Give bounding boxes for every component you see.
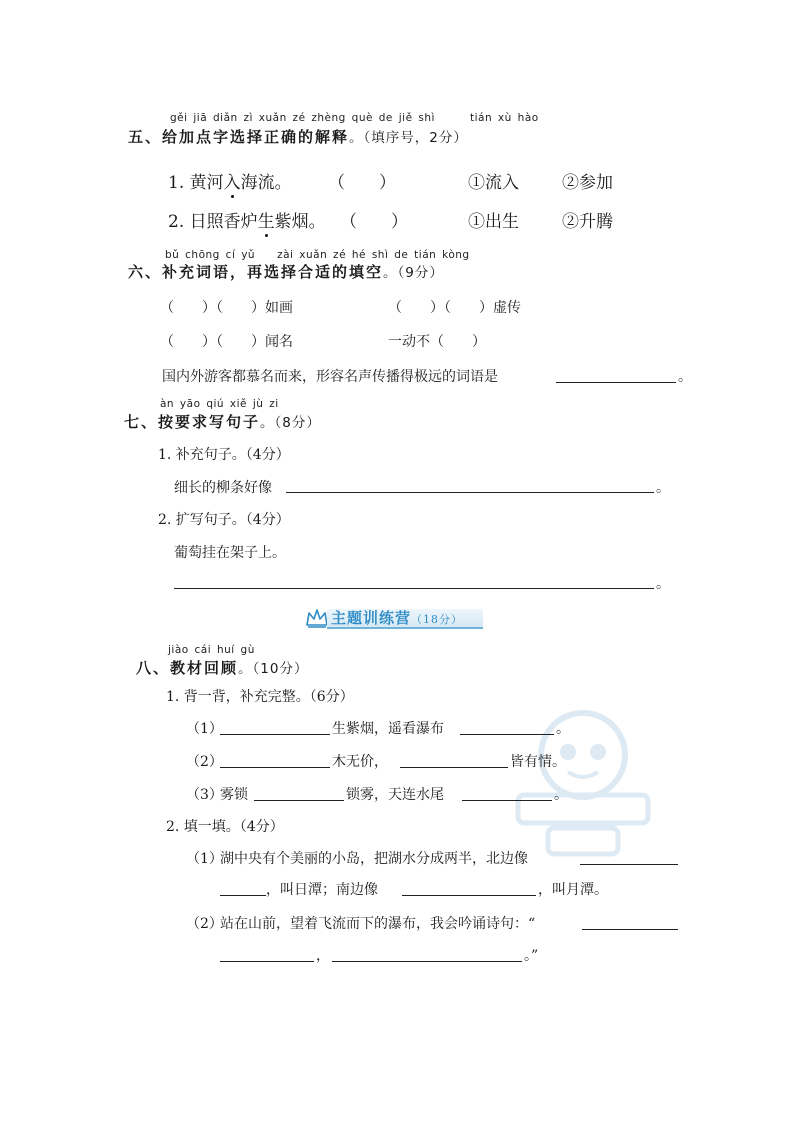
topic-banner — [303, 603, 483, 631]
fill-text: 。” — [524, 948, 539, 964]
watermark-logo-icon — [508, 700, 658, 860]
option-1: ①出生 — [468, 212, 519, 232]
banner-points: （18分） — [411, 613, 464, 626]
section-label: 八、 — [136, 659, 171, 677]
section-note: 。（9分） — [383, 265, 444, 281]
section-note: 。（填序号，2分） — [349, 130, 468, 146]
section-8-heading — [136, 657, 308, 678]
q-text: 海流。 — [240, 173, 292, 193]
idiom-blank-4[interactable]: 一动不（ ） — [388, 334, 486, 350]
period: 。 — [678, 369, 692, 385]
answer-line[interactable] — [580, 864, 678, 865]
answer-line[interactable] — [556, 382, 676, 383]
section-label: 六、 — [128, 263, 163, 281]
dotted-char: 生 — [258, 207, 275, 232]
answer-paren[interactable]: （ ） — [328, 173, 396, 193]
s5-question-2 — [168, 207, 326, 232]
s7-pinyin: àn yāo qiú xiě jù zi — [160, 398, 279, 410]
option-2: ②升腾 — [562, 212, 613, 232]
item-number: （3） — [186, 787, 223, 803]
fill-text: ，叫月潭。 — [538, 882, 608, 898]
period: 。 — [656, 576, 670, 592]
banner-title-text: 主题训练营 — [331, 609, 412, 627]
item-number: （1） — [186, 851, 223, 867]
poem-text: 锁雾，天连水尾 — [346, 787, 444, 803]
poem-text: 木无价， — [332, 754, 388, 770]
q-text: 2. 日照香炉 — [168, 212, 258, 232]
answer-line[interactable] — [220, 895, 266, 896]
fill-text: 湖中央有个美丽的小岛，把湖水分成两半，北边像 — [220, 851, 528, 867]
section-7-heading — [124, 411, 321, 432]
answer-line[interactable] — [332, 961, 522, 962]
fill-text: 站在山前，望着飞流而下的瀑布，我会吟诵诗句：“ — [220, 916, 536, 932]
fill-text: ，叫日潭；南边像 — [266, 882, 378, 898]
s8-q2: 2. 填一填。（4分） — [166, 819, 284, 835]
poem-text: 皆有情。 — [510, 754, 566, 770]
s5-pinyin-2: tián xù hào — [470, 112, 539, 124]
section-label: 七、 — [124, 413, 159, 431]
s5-question-1 — [168, 168, 292, 193]
answer-paren[interactable]: （ ） — [340, 212, 408, 232]
poem-text: 。 — [556, 721, 570, 737]
idiom-blank-1[interactable]: （ ）（ ）如画 — [160, 300, 293, 316]
s8-pinyin: jiào cái huí gù — [168, 644, 255, 656]
answer-line[interactable] — [402, 895, 536, 896]
answer-line[interactable] — [220, 734, 330, 735]
s7-q2-text: 葡萄挂在架子上。 — [174, 545, 286, 561]
poem-text: 生紫烟，遥看瀑布 — [332, 721, 444, 737]
s7-q2: 2. 扩写句子。（4分） — [158, 512, 290, 528]
section-title: 教材回顾 — [170, 659, 239, 677]
option-2: ②参加 — [562, 173, 613, 193]
answer-line[interactable] — [582, 929, 678, 930]
period: 。 — [656, 480, 670, 496]
section-5-heading — [128, 126, 468, 147]
section-note: 。（10分） — [238, 661, 309, 677]
banner-title — [331, 607, 463, 628]
section-title: 给加点字选择正确的解释 — [162, 128, 350, 146]
answer-line[interactable] — [462, 800, 552, 801]
q-text: 紫烟。 — [274, 212, 326, 232]
answer-line[interactable] — [460, 734, 554, 735]
option-1: ①流入 — [468, 173, 519, 193]
poem-text: 雾锁 — [220, 787, 248, 803]
s7-q1-text: 细长的柳条好像 — [174, 480, 272, 496]
poem-text: 。 — [554, 787, 568, 803]
s7-q1: 1. 补充句子。（4分） — [158, 447, 290, 463]
answer-line[interactable] — [220, 767, 330, 768]
s6-pinyin: bǔ chōng cí yǔ zài xuǎn zé hé shì de tián kòng — [165, 249, 470, 261]
item-number: （2） — [186, 916, 223, 932]
crown-icon — [305, 607, 329, 629]
section-note: 。（8分） — [260, 415, 321, 431]
dotted-char: 入 — [224, 168, 241, 193]
item-number: （2） — [186, 754, 223, 770]
answer-line[interactable] — [174, 588, 654, 589]
item-number: （1） — [186, 721, 223, 737]
answer-line[interactable] — [220, 961, 314, 962]
fill-text: ， — [316, 948, 330, 964]
answer-line[interactable] — [254, 800, 344, 801]
s5-pinyin: gěi jiā diǎn zì xuǎn zé zhèng què de jiě shì — [170, 112, 435, 124]
answer-line[interactable] — [286, 492, 654, 493]
section-6-heading — [128, 261, 444, 282]
s8-q1: 1. 背一背，补充完整。（6分） — [166, 689, 354, 705]
s6-sentence: 国内外游客都慕名而来，形容名声传播得极远的词语是 — [162, 369, 498, 385]
section-label: 五、 — [128, 128, 163, 146]
section-title: 补充词语，再选择合适的填空 — [162, 263, 384, 281]
idiom-blank-3[interactable]: （ ）（ ）闻名 — [160, 334, 293, 350]
answer-line[interactable] — [400, 767, 508, 768]
section-title: 按要求写句子 — [158, 413, 261, 431]
idiom-blank-2[interactable]: （ ）（ ）虚传 — [388, 300, 521, 316]
q-text: 1. 黄河 — [168, 173, 224, 193]
